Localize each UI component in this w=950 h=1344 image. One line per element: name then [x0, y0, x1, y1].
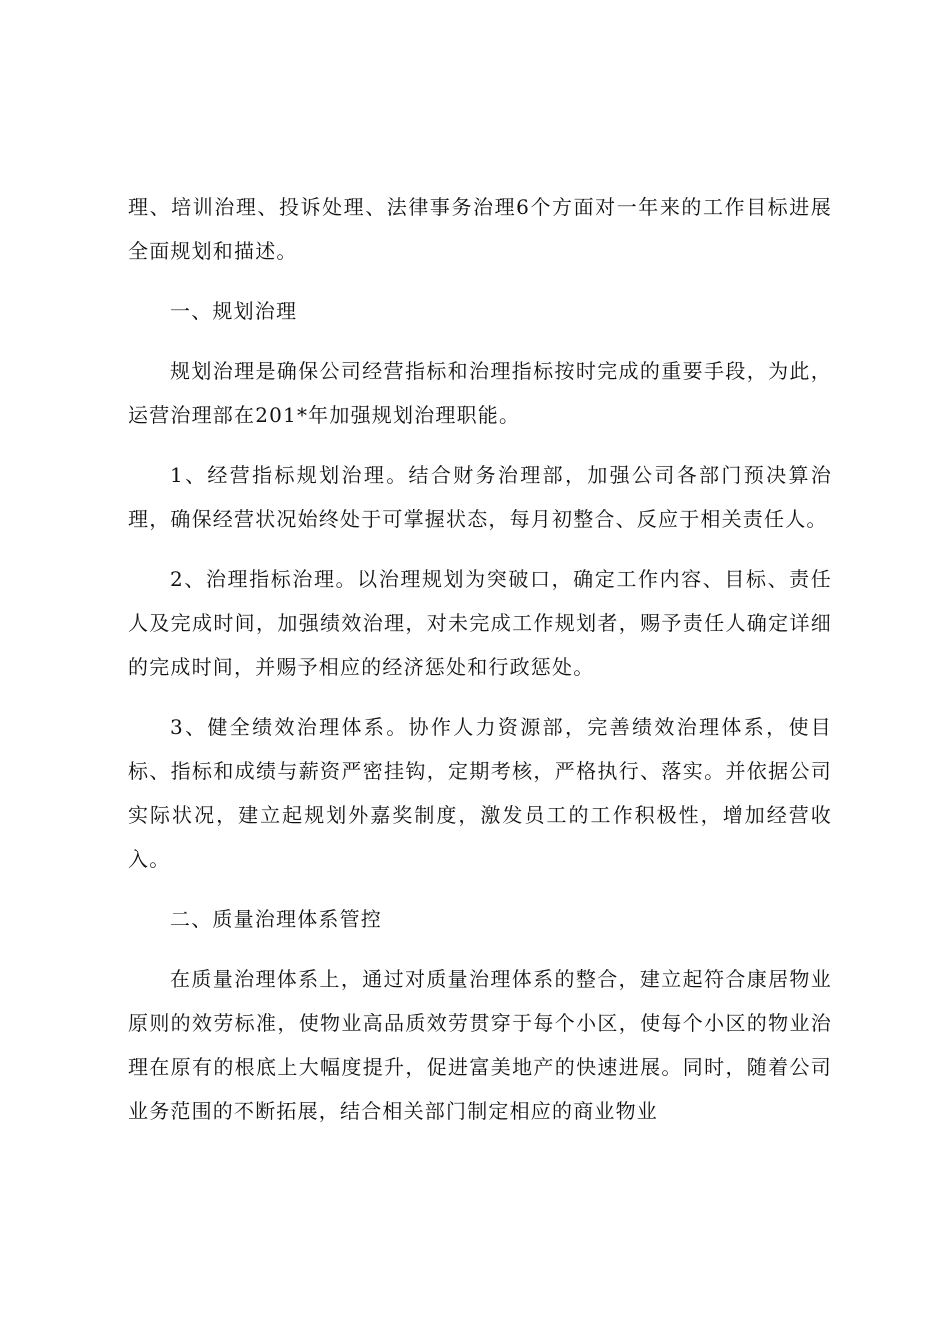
paragraph-item-3: 3、健全绩效治理体系。协作人力资源部，完善绩效治理体系，使目标、指标和成绩与薪资严密挂钩，定期考核，严格执行、落实。并依据公司实际状况，建立起规划外嘉奖制度，激发员工的工作积极性，增加经营收入。	[128, 715, 832, 871]
paragraph-continuation: 理、培训治理、投诉处理、法律事务治理6个方面对一年来的工作目标进展全面规划和描述。	[128, 195, 832, 263]
paragraph-item-1: 1、经营指标规划治理。结合财务治理部，加强公司各部门预决算治理，确保经营状况始终处于可掌握状态，每月初整合、反应于相关责任人。	[128, 463, 832, 531]
paragraph-quality-body: 在质量治理体系上，通过对质量治理体系的整合，建立起符合康居物业原则的效劳标准，使物业高品质效劳贯穿于每个小区，使每个小区的物业治理在原有的根底上大幅度提升，促进富美地产的快速进展。同时，随着公司业务范围的不断拓展，结合相关部门制定相应的商业物业	[128, 967, 832, 1123]
section-heading-planning: 一、规划治理	[170, 299, 298, 323]
paragraph-planning-intro: 规划治理是确保公司经营指标和治理指标按时完成的重要手段，为此，运营治理部在201*年加强规划治理职能。	[128, 359, 832, 427]
document-body	[128, 185, 832, 1149]
section-heading-quality: 二、质量治理体系管控	[170, 907, 382, 931]
paragraph-item-2: 2、治理指标治理。以治理规划为突破口，确定工作内容、目标、责任人及完成时间，加强绩效治理，对未完成工作规划者，赐予责任人确定详细的完成时间，并赐予相应的经济惩处和行政惩处。	[128, 567, 832, 679]
